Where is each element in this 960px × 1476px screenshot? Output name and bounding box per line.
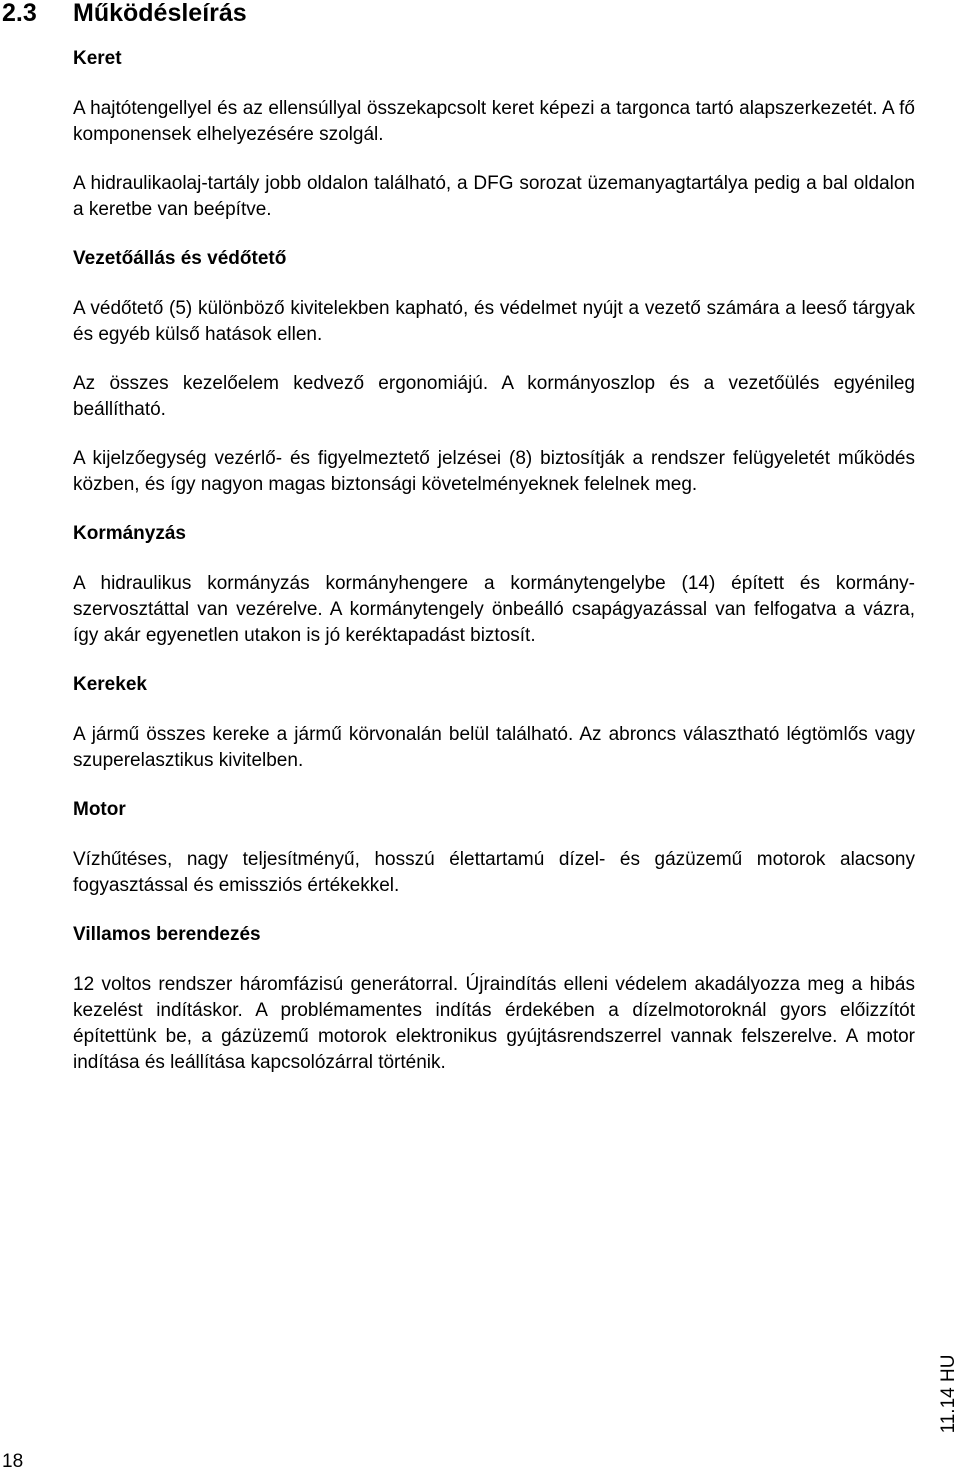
paragraph: A hidraulikus kormányzás kormányhengere a kormánytengelybe (14) épített és kormány-szervosztáttal van vezérelve. A kormánytengely önbeálló csapágyazással van felfogatva a vázra, így akár egyenetlen utakon is jó keréktapadást biztosít. (73, 573, 915, 646)
section-title: Működésleírás (73, 0, 247, 27)
paragraph: A védőtető (5) különböző kivitelekben kapható, és védelmet nyújt a vezető számára a leeső tárgyak és egyéb külső hatások ellen. (73, 298, 915, 345)
paragraph: A jármű összes kereke a jármű körvonalán belül található. Az abroncs választható légtömlős vagy szuperelasztikus kivitelben. (73, 724, 915, 771)
subheading-kerekek: Kerekek (73, 674, 147, 695)
paragraph: A kijelzőegység vezérlő- és figyelmeztető jelzései (8) biztosítják a rendszer felügyeletét működés közben, és így nagyon magas biztonsági követelményeknek felelnek meg. (73, 448, 915, 495)
subheading-kormanyzas: Kormányzás (73, 523, 186, 544)
footer-date-text: 11.14 HU (938, 1354, 959, 1434)
paragraph: Vízhűtéses, nagy teljesítményű, hosszú élettartamú dízel- és gázüzemű motorok alacsony fogyasztással és emissziós értékekkel. (73, 849, 915, 896)
subheading-vezetoallas: Vezetőállás és védőtető (73, 248, 287, 269)
paragraph: A hajtótengellyel és az ellensúllyal összekapcsolt keret képezi a targonca tartó alapszerkezetét. A fő komponensek elhelyezésére szolgál. (73, 98, 915, 145)
footer-date (938, 1350, 960, 1438)
paragraph: Az összes kezelőelem kedvező ergonomiájú. A kormányoszlop és a vezetőülés egyénileg beállítható. (73, 373, 915, 420)
section-number: 2.3 (2, 0, 37, 27)
paragraph: A hidraulikaolaj-tartály jobb oldalon található, a DFG sorozat üzemanyagtartálya pedig a bal oldalon a keretbe van beépítve. (73, 173, 915, 220)
subheading-villamos-berendezes: Villamos berendezés (73, 924, 261, 945)
page-number: 18 (2, 1451, 24, 1472)
subheading-motor: Motor (73, 799, 126, 820)
document-body (73, 46, 915, 1076)
paragraph: 12 voltos rendszer háromfázisú generátorral. Újraindítás elleni védelem akadályozza meg a hibás kezelést indításkor. A problémamentes indítás érdekében a dízelmotoroknál gyors előizzítót építettünk be, a gázüzemű motorok elektronikus gyújtásrendszerrel vannak felszerelve. A motor indítása és leállítása kapcsolózárral történik. (73, 974, 915, 1073)
subheading-keret: Keret (73, 48, 122, 69)
